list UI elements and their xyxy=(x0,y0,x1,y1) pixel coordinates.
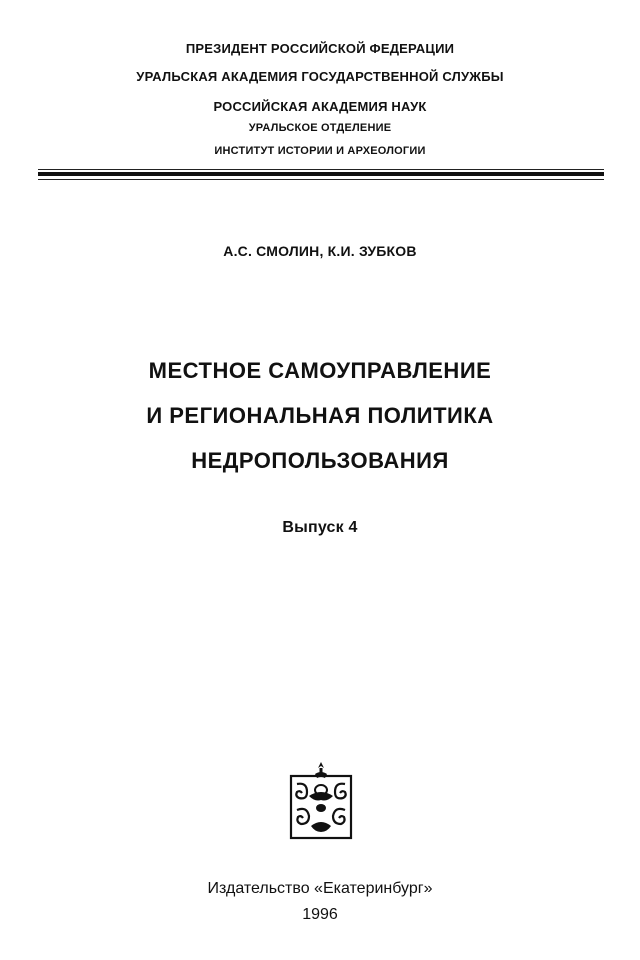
authors: А.С. СМОЛИН, К.И. ЗУБКОВ xyxy=(223,243,417,259)
institution-line-5: ИНСТИТУТ ИСТОРИИ И АРХЕОЛОГИИ xyxy=(214,145,426,157)
book-title-line-3: НЕДРОПОЛЬЗОВАНИЯ xyxy=(191,448,449,473)
institution-line-3: РОССИЙСКАЯ АКАДЕМИЯ НАУК xyxy=(213,99,427,114)
publication-year: 1996 xyxy=(302,906,338,923)
issue-number: Выпуск 4 xyxy=(282,519,358,536)
divider-thin-bottom xyxy=(38,179,604,180)
institution-line-4: УРАЛЬСКОЕ ОТДЕЛЕНИЕ xyxy=(248,122,392,134)
book-title-line-2: И РЕГИОНАЛЬНАЯ ПОЛИТИКА xyxy=(146,403,494,428)
institution-line-1: ПРЕЗИДЕНТ РОССИЙСКОЙ ФЕДЕРАЦИИ xyxy=(185,41,455,56)
book-title-line-1: МЕСТНОЕ САМОУПРАВЛЕНИЕ xyxy=(148,358,492,383)
publisher-name: Издательство «Екатеринбург» xyxy=(207,880,433,897)
publisher-emblem-icon xyxy=(287,760,355,842)
divider-thin-top xyxy=(38,169,604,170)
divider-thick xyxy=(38,172,604,176)
institution-line-2: УРАЛЬСКАЯ АКАДЕМИЯ ГОСУДАРСТВЕННОЙ СЛУЖБЫ xyxy=(136,69,504,84)
